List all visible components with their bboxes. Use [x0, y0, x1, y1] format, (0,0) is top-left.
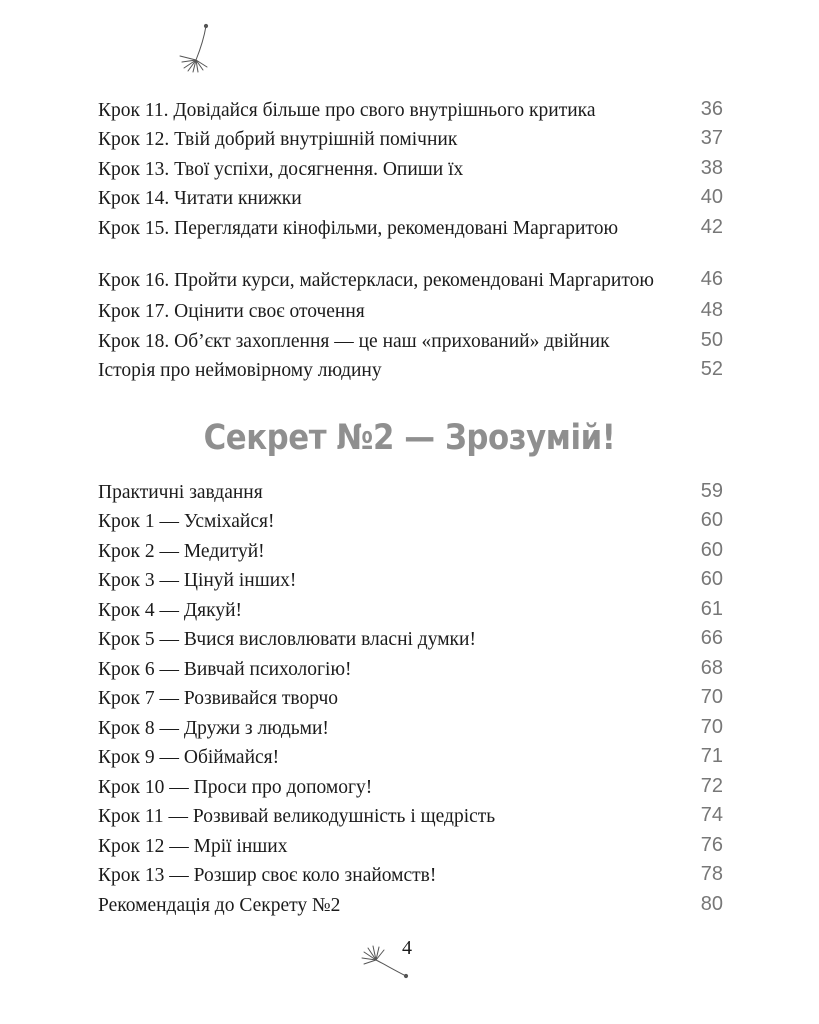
toc-entry: Крок 11 — Розвивай великодушність і щедрість 74	[98, 801, 723, 831]
page-number: 74	[700, 804, 723, 826]
toc-entry: Крок 8 — Дружи з людьми! 70	[98, 712, 723, 742]
page-number: 70	[700, 686, 723, 708]
dandelion-seed-icon	[176, 22, 226, 74]
page-number: 70	[700, 715, 723, 738]
toc-entry: Крок 17. Оцінити своє оточення 48	[98, 296, 723, 326]
toc-list-secret-1-continued	[98, 94, 723, 384]
toc-entry: Крок 2 — Медитуй! 60	[98, 535, 723, 565]
toc-entry: Крок 10 — Проси про допомогу! 72	[98, 771, 723, 801]
toc-entry: Крок 5 — Вчися висловлювати власні думки! 66	[98, 624, 723, 654]
page-number: 38	[700, 156, 723, 179]
toc-entry: Крок 12. Твій добрий внутрішній помічник 37	[98, 124, 723, 154]
page-number: 60	[700, 568, 723, 590]
toc-entry: Крок 3 — Цінуй інших! 60	[98, 565, 723, 595]
page-number: 60	[700, 509, 723, 531]
toc-entry: Крок 16. Пройти курси, майстеркласи, рекомендовані Маргаритою 46	[98, 242, 723, 294]
page-number: 36	[700, 97, 723, 120]
page-number: 52	[700, 358, 723, 380]
page-number: 59	[700, 479, 723, 502]
page-number: 76	[700, 833, 723, 856]
page-number: 78	[700, 863, 723, 885]
page-number: 46	[700, 267, 723, 290]
toc-entry: Рекомендація до Секрету №2 80	[98, 889, 723, 919]
page-number: 48	[700, 299, 723, 321]
page-number: 37	[700, 127, 723, 149]
page-number: 72	[700, 774, 723, 797]
page-number: 68	[700, 656, 723, 679]
toc-entry: Практичні завдання 59	[98, 476, 723, 506]
toc-entry: Крок 9 — Обіймайся! 71	[98, 742, 723, 772]
page-number: 50	[700, 328, 723, 351]
toc-entry: Крок 11. Довідайся більше про свого внутрішнього критика 36	[98, 94, 723, 124]
toc-entry: Крок 18. Об’єкт захоплення — це наш «прихований» двійник 50	[98, 325, 723, 355]
toc-entry: Крок 12 — Мрії інших 76	[98, 830, 723, 860]
page-number: 80	[700, 892, 723, 915]
toc-entry: Історія про неймовірному людину 52	[98, 355, 723, 385]
page-number: 60	[700, 538, 723, 561]
page-number: 61	[700, 597, 723, 620]
toc-entry: Крок 13. Твої успіхи, досягнення. Опиши їх 38	[98, 153, 723, 183]
toc-entry: Крок 7 — Розвивайся творчо 70	[98, 683, 723, 713]
toc-entry: Крок 14. Читати книжки 40	[98, 183, 723, 213]
toc-list-secret-2	[98, 476, 723, 919]
page-number: 42	[700, 215, 723, 238]
page-number-folio: 4	[402, 937, 412, 959]
page-number: 66	[700, 627, 723, 649]
toc-entry: Крок 15. Переглядати кінофільми, рекомендовані Маргаритою 42	[98, 212, 723, 242]
toc-entry: Крок 6 — Вивчай психологію! 68	[98, 653, 723, 683]
toc-entry: Крок 4 — Дякуй! 61	[98, 594, 723, 624]
toc-entry: Крок 1 — Усміхайся! 60	[98, 506, 723, 536]
section-heading: Секрет №2 — Зрозумій!	[203, 418, 616, 458]
toc-entry: Крок 13 — Розшир своє коло знайомств! 78	[98, 860, 723, 890]
page-number: 71	[700, 745, 723, 767]
page-number: 40	[700, 186, 723, 208]
